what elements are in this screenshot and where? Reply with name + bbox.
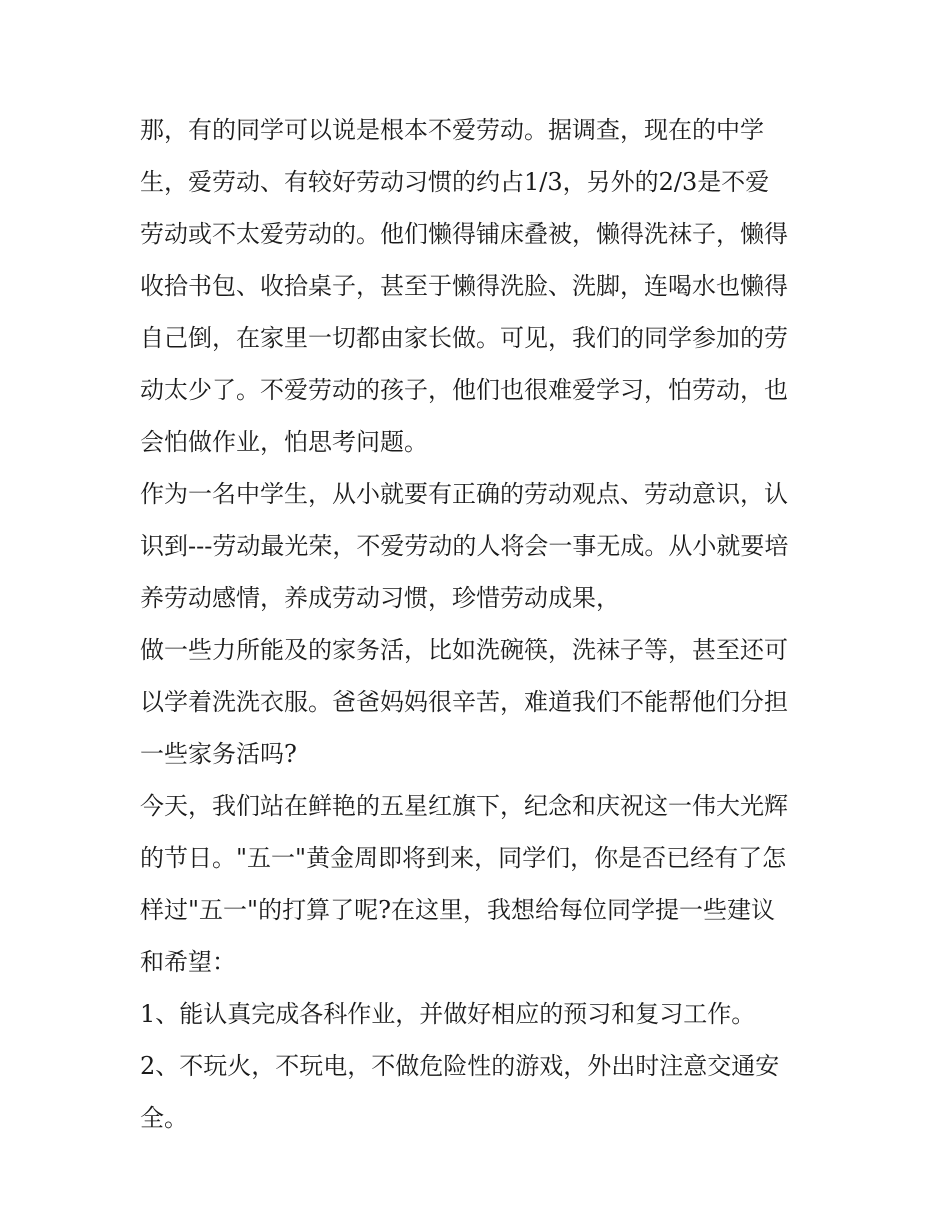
paragraph-may-day — [140, 780, 830, 988]
text-line: 的节日。"五一"黄金周即将到来，同学们，你是否已经有了怎 — [140, 844, 787, 872]
text-line: 养劳动感情，养成劳动习惯，珍惜劳动成果， — [140, 584, 620, 612]
text-line: 劳动或不太爱劳动的。他们懒得铺床叠被，懒得洗袜子，懒得 — [140, 220, 788, 248]
list-item-homework — [140, 988, 830, 1040]
text-line: 样过"五一"的打算了呢?在这里，我想给每位同学提一些建议 — [140, 896, 775, 924]
paragraph-labor-attitude — [140, 468, 830, 624]
text-line: 自己倒，在家里一切都由家长做。可见，我们的同学参加的劳 — [140, 324, 788, 352]
text-line: 一些家务活吗? — [140, 740, 297, 768]
text-line: 作为一名中学生，从小就要有正确的劳动观点、劳动意识，认 — [140, 480, 788, 508]
text-line: 以学着洗洗衣服。爸爸妈妈很辛苦，难道我们不能帮他们分担 — [140, 688, 788, 716]
text-line: 识到---劳动最光荣，不爱劳动的人将会一事无成。从小就要培 — [140, 532, 789, 560]
paragraph-labor-survey — [140, 104, 830, 468]
text-line: 那，有的同学可以说是根本不爱劳动。据调查，现在的中学 — [140, 116, 764, 144]
document-page — [140, 104, 830, 1144]
text-line: 全。 — [140, 1104, 188, 1132]
text-line: 2、不玩火，不玩电，不做危险性的游戏，外出时注意交通安 — [140, 1052, 780, 1080]
text-line: 和希望： — [140, 948, 236, 976]
text-line: 做一些力所能及的家务活，比如洗碗筷，洗袜子等，甚至还可 — [140, 636, 788, 664]
text-line: 生，爱劳动、有较好劳动习惯的约占1/3，另外的2/3是不爱 — [140, 168, 770, 196]
text-line: 会怕做作业，怕思考问题。 — [140, 428, 428, 456]
text-line: 今天，我们站在鲜艳的五星红旗下，纪念和庆祝这一伟大光辉 — [140, 792, 788, 820]
list-item-safety — [140, 1040, 830, 1144]
text-line: 1、能认真完成各科作业，并做好相应的预习和复习工作。 — [140, 1000, 756, 1028]
text-line: 收拾书包、收拾桌子，甚至于懒得洗脸、洗脚，连喝水也懒得 — [140, 272, 788, 300]
paragraph-housework — [140, 624, 830, 780]
text-line: 动太少了。不爱劳动的孩子，他们也很难爱学习，怕劳动，也 — [140, 376, 788, 404]
